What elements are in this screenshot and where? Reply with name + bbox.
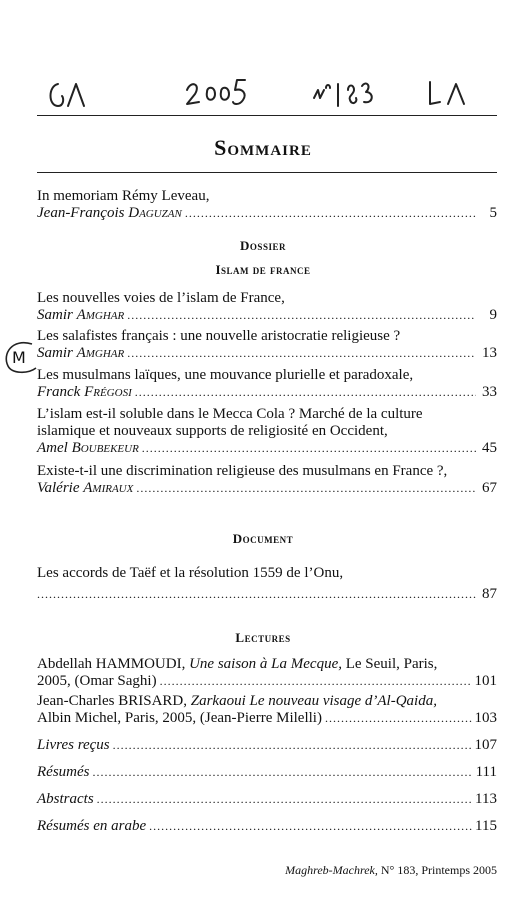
entry-title: In memoriam Rémy Leveau, bbox=[37, 188, 210, 204]
entry-title: Existe-t-il une discrimination religieuse des musulmans en France ?, bbox=[37, 463, 448, 479]
toc-entry bbox=[37, 737, 497, 754]
leader-dots bbox=[127, 345, 476, 362]
entry-details: Albin Michel, Paris, 2005, (Jean-Pierre Milelli) bbox=[37, 710, 322, 726]
entry-title: Les salafistes français : une nouvelle aristocratie religieuse ? bbox=[37, 328, 401, 344]
page-number: 101 bbox=[474, 673, 497, 689]
leader-dots bbox=[136, 480, 476, 497]
page-number: 13 bbox=[482, 345, 497, 361]
handwritten-note-year bbox=[183, 76, 253, 116]
handwritten-note-la bbox=[424, 76, 474, 116]
entry-title: Abstracts bbox=[37, 791, 94, 807]
book-title: Une saison à La Mecque, bbox=[189, 656, 342, 672]
page-number: 5 bbox=[489, 205, 497, 221]
section-heading-islam: Islam de france bbox=[215, 262, 311, 277]
entry-title: Les nouvelles voies de l’islam de France, bbox=[37, 290, 285, 306]
author-last: Amiraux bbox=[83, 480, 134, 496]
author-last: Boubekeur bbox=[71, 440, 139, 456]
page-title: Sommaire bbox=[214, 135, 312, 160]
leader-dots bbox=[113, 737, 472, 754]
author-last: Amghar bbox=[76, 345, 125, 361]
entry-title: L’islam est-il soluble dans le Mecca Cola ? Marché de la culture bbox=[37, 406, 423, 422]
page-number: 87 bbox=[482, 586, 497, 602]
toc-entry bbox=[37, 565, 497, 603]
margin-letter: M bbox=[12, 348, 26, 367]
journal-footer bbox=[285, 863, 497, 878]
toc-entry bbox=[37, 764, 497, 781]
section-heading-lectures: Lectures bbox=[235, 630, 291, 645]
entry-title-line2: islamique et nouveaux supports de religiosité en Occident, bbox=[37, 423, 388, 439]
toc-entry bbox=[37, 818, 497, 835]
entry-author: Abdellah HAMMOUDI, bbox=[37, 656, 190, 672]
author-first: Jean-François bbox=[37, 205, 125, 221]
page-number: 33 bbox=[482, 384, 497, 400]
entry-title: Livres reçus bbox=[37, 737, 110, 753]
leader-dots bbox=[127, 307, 476, 324]
toc-entry bbox=[37, 406, 497, 457]
author-last: Amghar bbox=[76, 307, 125, 323]
leader-dots bbox=[149, 818, 472, 835]
page-number: 103 bbox=[474, 710, 497, 726]
leader-dots bbox=[160, 673, 472, 690]
entry-title: Résumés bbox=[37, 764, 90, 780]
issue-info: N° 183, Printemps 2005 bbox=[377, 863, 497, 877]
page-number: 113 bbox=[475, 791, 497, 807]
toc-entry bbox=[37, 693, 497, 727]
page-number: 115 bbox=[475, 818, 497, 834]
leader-dots bbox=[185, 205, 476, 222]
leader-dots bbox=[37, 586, 476, 603]
author-first: Samir bbox=[37, 345, 73, 361]
journal-name: Maghreb-Machrek, bbox=[285, 863, 378, 877]
toc-entry bbox=[37, 188, 497, 222]
book-title: Zarkaoui Le nouveau visage d’Al-Qaida, bbox=[190, 693, 437, 709]
leader-dots bbox=[325, 710, 472, 727]
publisher: Le Seuil, Paris, bbox=[341, 656, 438, 672]
page-number: 9 bbox=[489, 307, 497, 323]
toc-entry bbox=[37, 367, 497, 401]
leader-dots bbox=[97, 791, 472, 808]
toc-entry bbox=[37, 328, 497, 362]
handwritten-margin-mark bbox=[2, 340, 42, 381]
author-last: Frégosi bbox=[84, 384, 132, 400]
page-number: 107 bbox=[474, 737, 497, 753]
author-last: Daguzan bbox=[128, 205, 182, 221]
handwritten-note-ga bbox=[44, 76, 94, 116]
leader-dots bbox=[135, 384, 476, 401]
section-heading-dossier: Dossier bbox=[240, 238, 286, 253]
author-first: Samir bbox=[37, 307, 73, 323]
title-rule bbox=[37, 172, 497, 173]
handwritten-note-number bbox=[312, 76, 382, 116]
page-number: 111 bbox=[475, 764, 497, 780]
leader-dots bbox=[93, 764, 473, 781]
author-first: Amel bbox=[37, 440, 68, 456]
entry-title: Résumés en arabe bbox=[37, 818, 147, 834]
top-rule bbox=[37, 115, 497, 116]
entry-title: Les musulmans laïques, une mouvance plurielle et paradoxale, bbox=[37, 367, 414, 383]
entry-title: Les accords de Taëf et la résolution 1559 de l’Onu, bbox=[37, 565, 344, 581]
author-first: Valérie bbox=[37, 480, 80, 496]
toc-entry bbox=[37, 290, 497, 324]
entry-author: Jean-Charles BRISARD, bbox=[37, 693, 191, 709]
page-number: 67 bbox=[482, 480, 497, 496]
entry-details: 2005, (Omar Saghi) bbox=[37, 673, 157, 689]
page-number: 45 bbox=[482, 440, 497, 456]
leader-dots bbox=[142, 440, 476, 457]
toc-entry bbox=[37, 791, 497, 808]
toc-entry bbox=[37, 463, 497, 497]
toc-entry bbox=[37, 656, 497, 690]
author-first: Franck bbox=[37, 384, 81, 400]
section-heading-document: Document bbox=[232, 531, 294, 546]
